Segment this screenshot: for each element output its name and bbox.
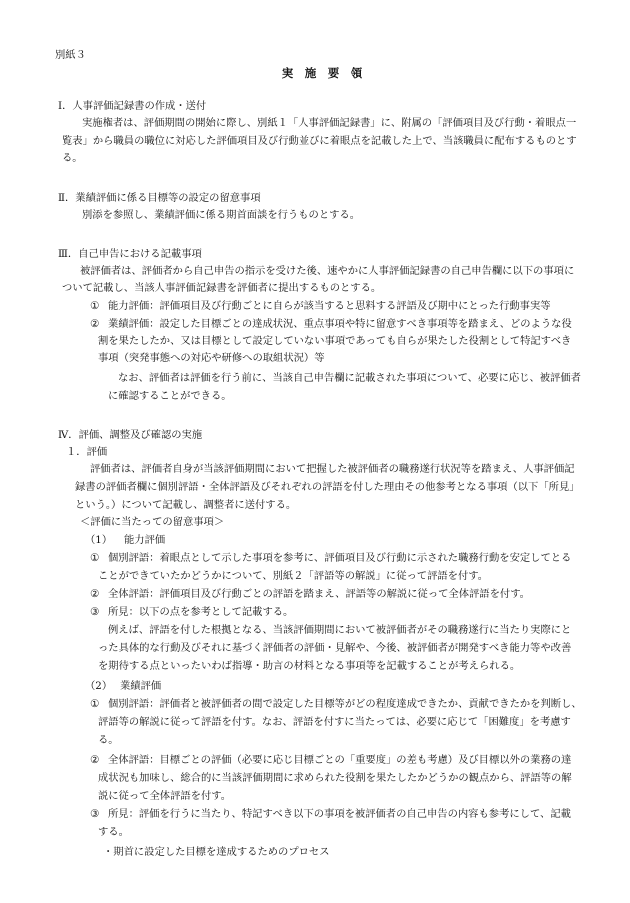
list-item-number: ① — [90, 698, 100, 710]
section-3-note-line: なお、評価者は評価を行う前に、当該自己申告欄に記載された事項について、必要に応じ、被評価者 — [118, 372, 581, 384]
section-2-heading: Ⅱ．業績評価に係る目標等の設定の留意事項 — [58, 192, 261, 204]
subsection-label: 業績評価 — [120, 680, 162, 692]
list-item-text: 個別評語：評価者と被評価者の間で設定した目標等がどの程度達成できたか、貢献できたかを判断し、 — [108, 698, 582, 710]
list-item-text: 個別評語：着眼点として示した事項を参考に、評価項目及び行動に示された職務行動を安定してとる — [108, 552, 572, 564]
list-item-text: 割を果たしたか、又は目標として設定していない事項であっても自らが果たした役割として特記すべき — [98, 335, 572, 347]
list-item-number: ① — [90, 300, 100, 312]
section-3-note-line: に確認することができる。 — [108, 390, 232, 402]
list-item-number: ③ — [90, 606, 100, 618]
list-item-number: ② — [90, 588, 100, 600]
section-4-text-line: 評価者は、評価者自身が当該評価期間において把握した被評価者の職務遂行状況等を踏まえ、人事評価記 — [90, 463, 575, 475]
example-text-line: を期待する点といったいわば指導・助言の材料となる事項等を記載することが考えられる。 — [98, 660, 521, 672]
section-1-heading: Ⅰ．人事評価記録書の作成・送付 — [58, 100, 207, 112]
list-item-text: 業績評価：設定した目標ごとの達成状況、重点事項や特に留意すべき事項等を踏まえ、どのような役 — [108, 318, 572, 330]
list-item-text: 全体評語：目標ごとの評価（必要に応じ目標ごとの「重要度」の差も考慮）及び目標以外の業務の達 — [108, 754, 572, 766]
list-item-text: 成状況も加味し、総合的に当該評価期間に求められた役割を果たしたかどうかの観点から、評語等の解 — [98, 772, 572, 784]
list-item-number: ① — [90, 552, 100, 564]
section-3-heading: Ⅲ．自己申告における記載事項 — [58, 248, 202, 260]
list-item-number: ③ — [90, 808, 100, 820]
document-title: 実 施 要 領 — [281, 66, 363, 80]
subsection-label: 能力評価 — [124, 534, 166, 546]
section-4-subheading: １．評価 — [66, 446, 108, 458]
bullet-item: ・期首に設定した目標を達成するためのプロセス — [103, 846, 330, 858]
list-item-text: 能力評価：評価項目及び行動ごとに自らが該当すると思料する評語及び期中にとった行動事実等 — [108, 300, 551, 312]
section-1-text-line: 覧表」から職員の職位に対応した評価項目及び行動並びに着眼点を記載した上で、当該職員に配布するものとす — [62, 135, 577, 147]
list-item-text: する。 — [98, 826, 129, 838]
notes-heading: ＜評価に当たっての留意事項＞ — [80, 516, 225, 528]
section-4-text-line: 録書の評価者欄に個別評語・全体評語及びそれぞれの評語を付した理由その他参考となる事項（以下「所見」 — [75, 481, 580, 493]
list-item-text: ことができていたかどうかについて、別紙２「評語等の解説」に従って評語を付す。 — [98, 570, 489, 582]
list-item-text: る。 — [98, 734, 119, 746]
list-item-text: 所見：以下の点を参考として記載する。 — [108, 606, 294, 618]
list-item-text: 事項（突発事態への対応や研修への取組状況）等 — [98, 352, 325, 364]
list-item-text: 所見：評価を行うに当たり、特記すべき以下の事項を被評価者の自己申告の内容も参考にして、記載 — [108, 808, 571, 820]
attachment-label: 別紙３ — [55, 49, 86, 61]
section-4-text-line: という。）について記載し、調整者に送付する。 — [75, 499, 297, 511]
section-1-text-line: 実施権者は、評価期間の開始に際し、別紙１「人事評価記録書」に、附属の「評価項目及び行動・着眼点一 — [82, 117, 577, 129]
list-item-number: ② — [90, 318, 100, 330]
section-1-text-line: る。 — [62, 152, 83, 164]
section-3-text-line: ついて記載し、当該人事評価記録書を評価者に提出するものとする。 — [62, 282, 382, 294]
subsection-number: （1） — [85, 534, 113, 546]
section-3-text-line: 被評価者は、評価者から自己申告の指示を受けた後、速やかに人事評価記録書の自己申告欄に以下の事項に — [80, 265, 575, 277]
subsection-number: （2） — [85, 680, 113, 692]
list-item-text: 評語等の解説に従って評語を付す。なお、評語を付すに当たっては、必要に応じて「困難度」を考慮す — [98, 716, 571, 728]
list-item-text: 説に従って全体評語を付す。 — [98, 790, 232, 802]
list-item-number: ② — [90, 754, 100, 766]
list-item-text: 全体評語：評価項目及び行動ごとの評語を踏まえ、評語等の解説に従って全体評語を付す。 — [108, 588, 530, 600]
section-2-text-line: 別添を参照し、業績評価に係る期首面談を行うものとする。 — [82, 209, 361, 221]
example-text-line: った具体的な行動及びそれに基づく評価者の評価・見解や、今後、被評価者が開発すべき能力等や改善 — [98, 642, 572, 654]
example-text-line: 例えば、評語を付した根拠となる、当該評価期間において被評価者がその職務遂行に当たり実際にと — [108, 624, 572, 636]
section-4-heading: Ⅳ．評価、調整及び確認の実施 — [58, 429, 203, 441]
